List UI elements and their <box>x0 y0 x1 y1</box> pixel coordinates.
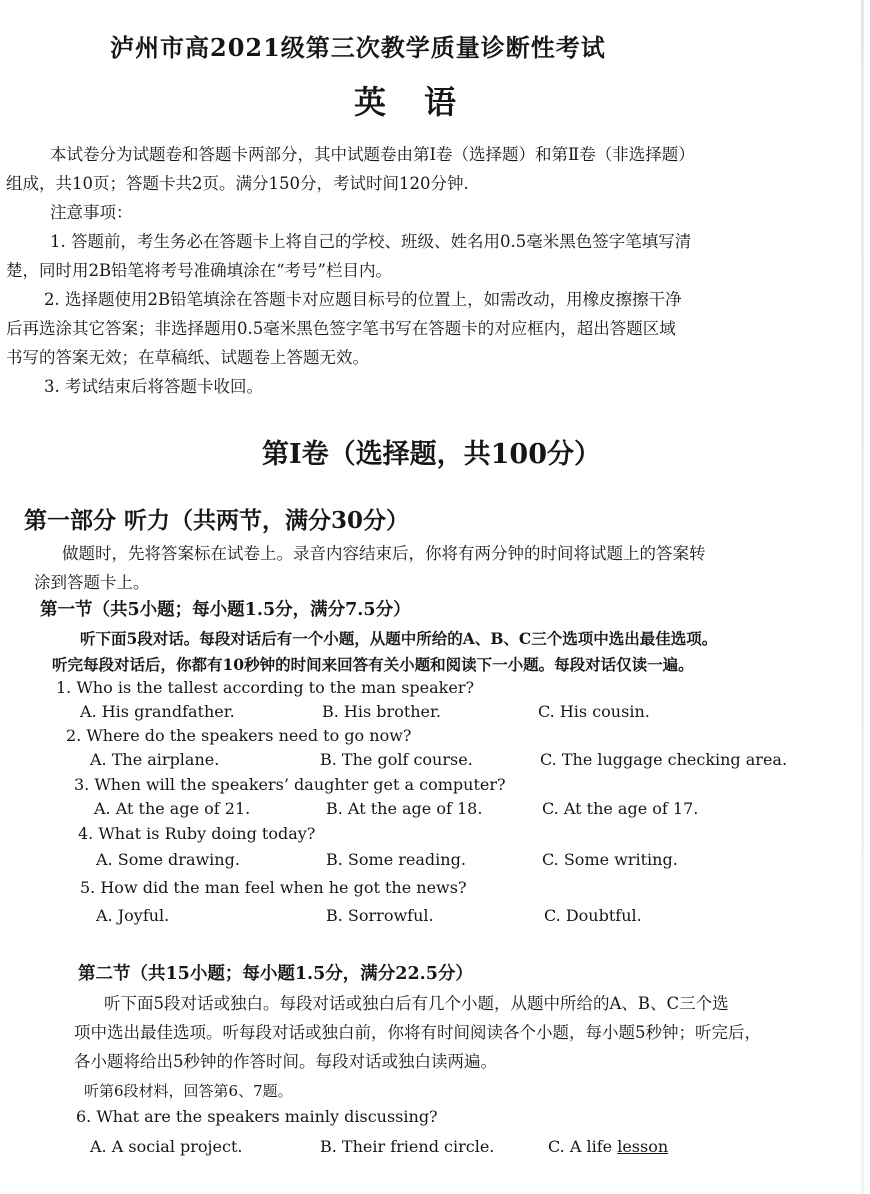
question-1: 1. Who is the tallest according to the man speaker? <box>56 678 475 697</box>
question-5-option-b: B. Sorrowful. <box>326 906 434 925</box>
question-6: 6. What are the speakers mainly discussing? <box>76 1107 438 1126</box>
question-5-option-c: C. Doubtful. <box>544 906 642 925</box>
question-6-option-c-word: lesson <box>617 1137 669 1156</box>
part-1-instruction-line-2: 涂到答题卡上。 <box>34 573 150 592</box>
question-4: 4. What is Ruby doing today? <box>78 824 316 843</box>
subject-title: 英语 <box>354 83 495 121</box>
question-5-option-a: A. Joyful. <box>96 906 170 925</box>
question-3-option-b: B. At the age of 18. <box>326 799 483 818</box>
question-1-option-b: B. His brother. <box>322 702 441 721</box>
question-6-option-b: B. Their friend circle. <box>320 1137 495 1156</box>
question-2-option-c: C. The luggage checking area. <box>540 750 788 769</box>
intro-line-2: 组成，共10页；答题卡共2页。满分150分，考试时间120分钟. <box>6 174 469 193</box>
section-2-instruction-line-3: 各小题将给出5秒钟的作答时间。每段对话或独白读两遍。 <box>74 1052 497 1071</box>
question-3-option-a: A. At the age of 21. <box>94 799 251 818</box>
question-6-option-a: A. A social project. <box>90 1137 243 1156</box>
section-2-instruction-line-2: 项中选出最佳选项。听每段对话或独白前，你将有时间阅读各个小题，每小题5秒钟；听完后， <box>74 1023 761 1042</box>
exam-title: 泸州市高2021级第三次教学质量诊断性考试 <box>110 33 606 62</box>
question-1-option-a: A. His grandfather. <box>80 702 235 721</box>
question-2-option-b: B. The golf course. <box>320 750 473 769</box>
note-2-line-3: 书写的答案无效；在草稿纸、试题卷上答题无效。 <box>6 348 369 367</box>
note-2-line-2: 后再选涂其它答案；非选择题用0.5毫米黑色签字笔书写在答题卡的对应框内，超出答题区域 <box>6 319 676 338</box>
section-2-instruction-line-1: 听下面5段对话或独白。每段对话或独白后有几个小题，从题中所给的A、B、C三个选 <box>104 994 729 1013</box>
section-1-instruction-line-1: 听下面5段对话。每段对话后有一个小题，从题中所给的A、B、C三个选项中选出最佳选项。 <box>80 629 718 648</box>
section-1-heading: 第一节（共5小题；每小题1.5分，满分7.5分） <box>40 600 411 620</box>
question-1-option-c: C. His cousin. <box>538 702 650 721</box>
material-6-note: 听第6段材料，回答第6、7题。 <box>84 1082 293 1100</box>
page-edge-shadow <box>861 0 864 1194</box>
section-2-heading: 第二节（共15小题；每小题1.5分，满分22.5分） <box>78 964 473 984</box>
part-1-title: 第一部分 听力（共两节，满分30分） <box>24 507 410 534</box>
section-1-title: 第Ⅰ卷（选择题，共100分） <box>262 439 601 470</box>
question-5: 5. How did the man feel when he got the news? <box>80 878 467 897</box>
note-3: 3. 考试结束后将答题卡收回。 <box>44 377 263 396</box>
question-3-option-c: C. At the age of 17. <box>542 799 699 818</box>
question-6-option-c <box>548 1137 668 1156</box>
question-4-option-b: B. Some reading. <box>326 850 466 869</box>
question-2-option-a: A. The airplane. <box>90 750 220 769</box>
intro-line-1: 本试卷分为试题卷和答题卡两部分，其中试题卷由第Ⅰ卷（选择题）和第Ⅱ卷（非选择题） <box>50 145 695 164</box>
part-1-instruction-line-1: 做题时，先将答案标在试卷上。录音内容结束后，你将有两分钟的时间将试题上的答案转 <box>62 544 706 563</box>
note-2-line-1: 2. 选择题使用2B铅笔填涂在答题卡对应题目标号的位置上，如需改动，用橡皮擦擦干净 <box>44 290 682 309</box>
note-1-line-1: 1. 答题前，考生务必在答题卡上将自己的学校、班级、姓名用0.5毫米黑色签字笔填写清 <box>50 232 692 251</box>
question-6-option-c-prefix: C. A life <box>548 1137 618 1156</box>
notes-label: 注意事项： <box>50 203 133 222</box>
question-2: 2. Where do the speakers need to go now? <box>66 726 412 745</box>
question-4-option-c: C. Some writing. <box>542 850 678 869</box>
section-1-instruction-line-2: 听完每段对话后，你都有10秒钟的时间来回答有关小题和阅读下一小题。每段对话仅读一遍。 <box>52 655 694 674</box>
question-4-option-a: A. Some drawing. <box>96 850 240 869</box>
question-3: 3. When will the speakers’ daughter get a computer? <box>74 775 506 794</box>
note-1-line-2: 楚，同时用2B铅笔将考号准确填涂在“考号”栏目内。 <box>6 261 392 280</box>
